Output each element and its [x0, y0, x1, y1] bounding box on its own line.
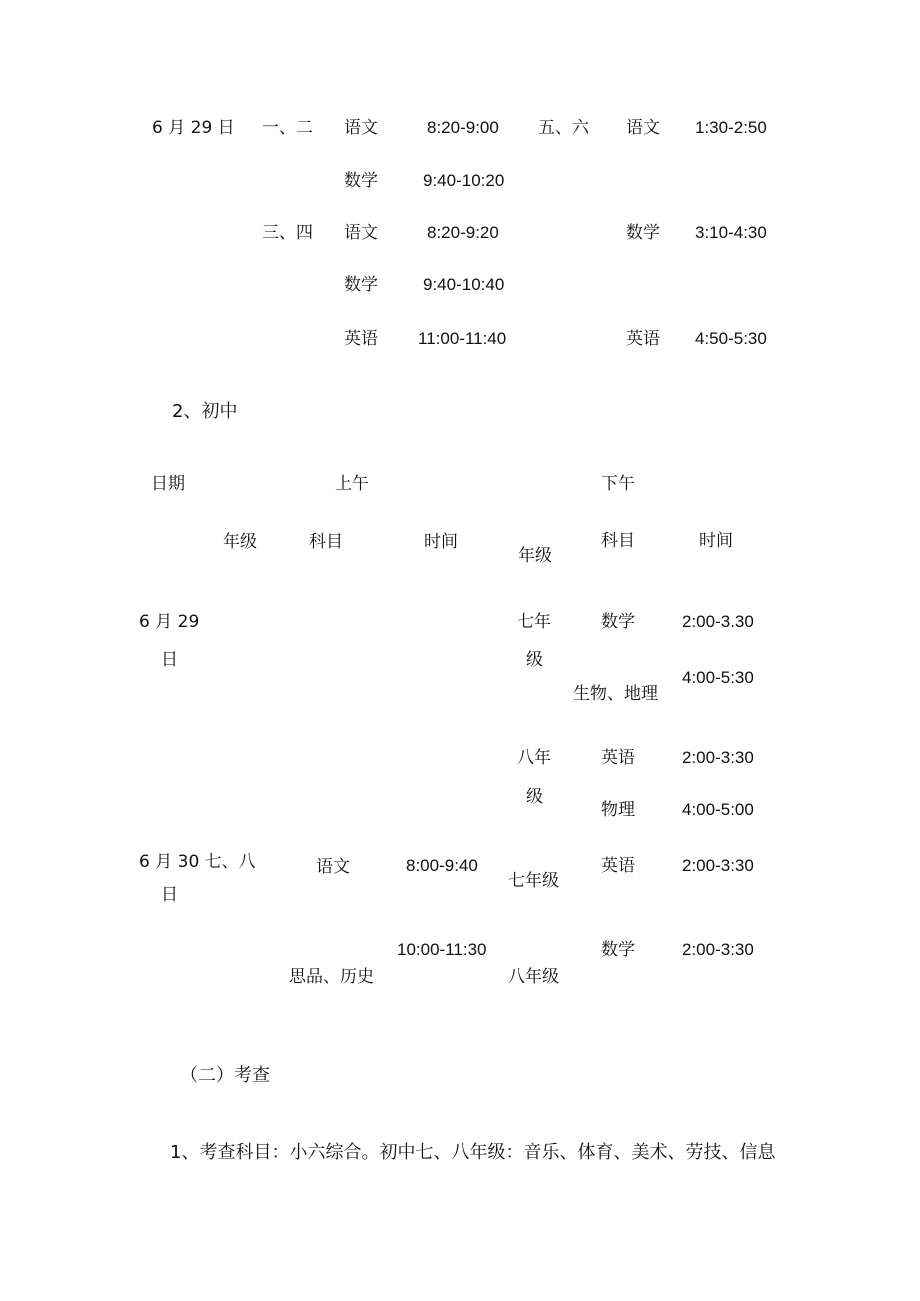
primary-subject: 英语	[344, 329, 378, 349]
day1-date-line2: 日	[161, 650, 178, 670]
day1-grade7-line2: 级	[526, 650, 543, 670]
header-pm: 下午	[601, 474, 635, 494]
day2-pm-subject2: 数学	[601, 940, 635, 960]
day1-grade7-subject2: 生物、地理	[573, 684, 658, 704]
day2-am-time1: 8:00-9:40	[406, 856, 478, 875]
header-date: 日期	[151, 474, 185, 494]
day1-date-line1: 6 月 29	[139, 612, 200, 632]
header-pm-time: 时间	[699, 531, 733, 551]
day2-am-subject2: 思品、历史	[289, 967, 374, 987]
primary-time: 8:20-9:00	[427, 118, 499, 137]
day2-date-line1: 6 月 30 七、八	[139, 852, 256, 872]
day2-pm-grade1: 七年级	[508, 871, 559, 891]
primary-pm-time: 3:10-4:30	[695, 223, 767, 242]
day1-grade7-time1: 2:00-3.30	[682, 612, 754, 631]
primary-grade-3-4: 三、四	[262, 223, 313, 243]
primary-subject: 数学	[344, 171, 378, 191]
primary-subject: 语文	[344, 223, 378, 243]
day1-grade8-line2: 级	[526, 787, 543, 807]
primary-pm-time: 1:30-2:50	[695, 118, 767, 137]
inspection-heading: （二）考查	[180, 1065, 270, 1086]
primary-pm-time: 4:50-5:30	[695, 329, 767, 348]
day1-grade7-time2: 4:00-5:30	[682, 668, 754, 687]
header-am-subject: 科目	[309, 532, 343, 552]
primary-grade-1-2: 一、二	[262, 118, 313, 138]
day1-grade8-subject2: 物理	[601, 800, 635, 820]
day2-date-line2: 日	[161, 885, 178, 905]
header-pm-subject: 科目	[601, 531, 635, 551]
day2-pm-subject1: 英语	[601, 856, 635, 876]
day1-grade8-time1: 2:00-3:30	[682, 748, 754, 767]
header-am: 上午	[335, 474, 369, 494]
day2-am-time2: 10:00-11:30	[397, 940, 487, 959]
primary-time: 9:40-10:40	[423, 275, 505, 294]
header-am-grade: 年级	[223, 532, 257, 552]
header-pm-grade: 年级	[518, 546, 552, 566]
day2-pm-time1: 2:00-3:30	[682, 856, 754, 875]
day1-grade7-subject1: 数学	[601, 612, 635, 632]
header-am-time: 时间	[424, 532, 458, 552]
day1-grade8-line1: 八年	[517, 748, 551, 768]
day2-pm-time2: 2:00-3:30	[682, 940, 754, 959]
primary-subject: 数学	[344, 275, 378, 295]
primary-pm-subject: 语文	[626, 118, 660, 138]
primary-time: 9:40-10:20	[423, 171, 505, 190]
primary-date: 6 月 29 日	[152, 118, 235, 138]
inspection-line1: 1、考查科目：小六综合。初中七、八年级：音乐、体育、美术、劳技、信息	[170, 1142, 776, 1163]
day1-grade8-subject1: 英语	[601, 748, 635, 768]
primary-pm-subject: 英语	[626, 329, 660, 349]
middle-school-heading: 2、初中	[172, 401, 238, 422]
primary-pm-grade-5-6: 五、六	[538, 118, 589, 138]
primary-time: 8:20-9:20	[427, 223, 499, 242]
primary-subject: 语文	[344, 118, 378, 138]
primary-pm-subject: 数学	[626, 223, 660, 243]
day2-am-subject1: 语文	[316, 857, 350, 877]
day2-pm-grade2: 八年级	[508, 967, 559, 987]
day1-grade7-line1: 七年	[517, 612, 551, 632]
primary-time: 11:00-11:40	[418, 329, 507, 348]
day1-grade8-time2: 4:00-5:00	[682, 800, 754, 819]
